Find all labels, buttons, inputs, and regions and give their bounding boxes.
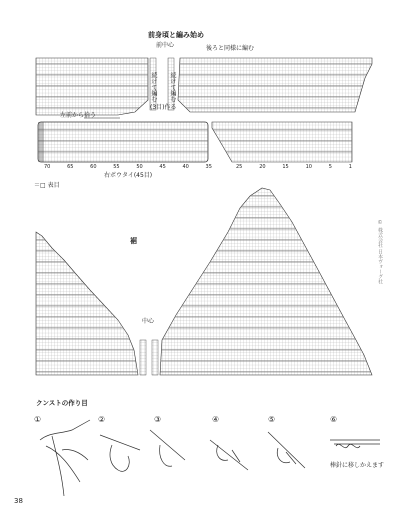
tick-label: 35: [205, 164, 212, 170]
tick-label: 55: [113, 164, 120, 170]
kunst-title: クンストの作り目: [36, 399, 88, 407]
tick-label: 25: [236, 164, 243, 170]
hem-grid: [36, 188, 372, 375]
ribbon-label: 右ボウタイ(45目): [104, 172, 153, 179]
step-2-label: ②: [98, 415, 106, 424]
right-bottom-numbers: [236, 164, 352, 170]
tick-label: 5: [328, 164, 332, 170]
step-3-label: ③: [154, 415, 162, 424]
legend-text: ＝□ 表目: [34, 182, 60, 189]
upper-right-lower-grid: [212, 122, 352, 162]
hem-center-label: 中心: [142, 318, 155, 325]
left-continue-label: 続けて編む: [150, 72, 157, 102]
upper-chart-title: 前身頃と編み始め: [148, 31, 204, 39]
step-6-label: ⑥: [330, 415, 338, 424]
right-continue-label: 続けて編む: [169, 72, 176, 102]
upper-left-grid: [36, 58, 148, 115]
tick-label: 65: [67, 164, 74, 170]
step-5-label: ⑤: [268, 415, 276, 424]
tick-label: 70: [44, 164, 51, 170]
tick-label: 15: [282, 164, 289, 170]
ribbon-bottom-numbers: [44, 164, 212, 170]
kunst-note: 棒針に移しかえます: [330, 462, 385, 469]
tick-label: 20: [259, 164, 266, 170]
hem-title: 裾: [130, 237, 137, 245]
tick-label: 45: [159, 164, 166, 170]
step-1-label: ①: [34, 415, 42, 424]
tick-label: 1: [348, 164, 352, 170]
pickup-label: 左前から拾う: [60, 112, 97, 119]
step-4-label: ④: [212, 415, 220, 424]
tick-label: 40: [182, 164, 189, 170]
ribbon-grid: [38, 122, 208, 162]
kunst-illustrations: [40, 420, 380, 496]
tick-label: 10: [305, 164, 312, 170]
tick-label: 60: [90, 164, 97, 170]
front-center-label: 前中心: [156, 42, 175, 49]
page-number: 38: [14, 497, 23, 505]
copyright-text: © 株式会社 日本ヴォーグ社: [377, 220, 383, 285]
upper-right-grid: [178, 58, 372, 112]
back-same-label: 後ろと同様に編む: [206, 45, 255, 52]
three-rows-label: (3目)作る: [150, 104, 177, 111]
tick-label: 50: [136, 164, 143, 170]
